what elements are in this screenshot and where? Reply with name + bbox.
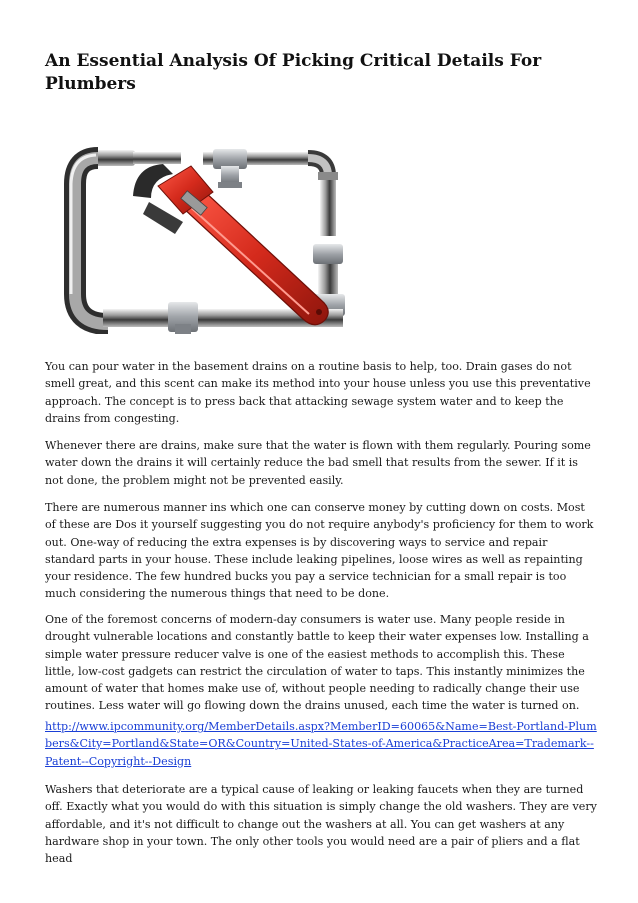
plumbing-image <box>63 144 403 334</box>
paragraph-1: You can pour water in the basement drains on a routine basis to help, too. Drain gases do not smell great, and this scent can make its method into your house unless you use this preventative approach. The concept is to press back that attacking sewage system water and to keep the drains from congesting. <box>45 360 591 425</box>
paragraph-2: Whenever there are drains, make sure that the water is flown with them regularly. Pouring some water down the drains it will certainly reduce the bad smell that results from the sewer. If it is not done, the problem might not be prevented easily. <box>45 439 591 487</box>
link-paragraph <box>45 718 597 770</box>
pipe-tee-top <box>203 149 273 188</box>
paragraph-5: Washers that deteriorate are a typical cause of leaking or leaking faucets when they are turned off. Exactly what you would do with this situation is simply change the old washers. They are very affordable, and it's not difficult to change out the washers at all. You can get washers at any hardware shop in your town. The only other tools you would need are a pair of pliers and a flat head <box>45 783 597 866</box>
document-page <box>45 50 597 866</box>
pipe-top-left <box>95 150 181 166</box>
pipe-top-right <box>273 152 338 236</box>
pipe-wrench-icon <box>133 164 328 325</box>
pipe-left-elbow <box>71 155 108 324</box>
paragraph-4: One of the foremost concerns of modern-day consumers is water use. Many people reside in drought vulnerable locations and constantly battle to keep their water expenses low. Installing a simple water pressure reducer valve is one of the easiest methods to accomplish this. These little, low-cost gadgets can restrict the circulation of water to taps. This instantly minimizes the amount of water that homes make use of, without people needing to radically change their use routines. Less water will go flowing down the drains unused, each time the water is turned on. <box>45 613 589 713</box>
paragraph-3: There are numerous manner ins which one can conserve money by cutting down on costs. Most of these are Dos it yourself suggesting you do not require anybody's proficiency for them to work out. One-way of reducing the extra expenses is by discovering ways to service and repair standard parts in your house. These include leaking pipelines, loose wires as well as repainting your residence. The few hundred bucks you pay a service technician for a small repair is too much considering the numerous things that need to be done. <box>45 501 594 601</box>
member-details-link[interactable]: http://www.ipcommunity.org/MemberDetails.aspx?MemberID=60065&Name=Best-Portland-Plumbers&City=Portland&State=OR&Country=United-States-of-America&PracticeArea=Trademark--Patent--Copyright--Design <box>45 720 597 768</box>
page-title: An Essential Analysis Of Picking Critical Details For Plumbers <box>45 51 542 94</box>
